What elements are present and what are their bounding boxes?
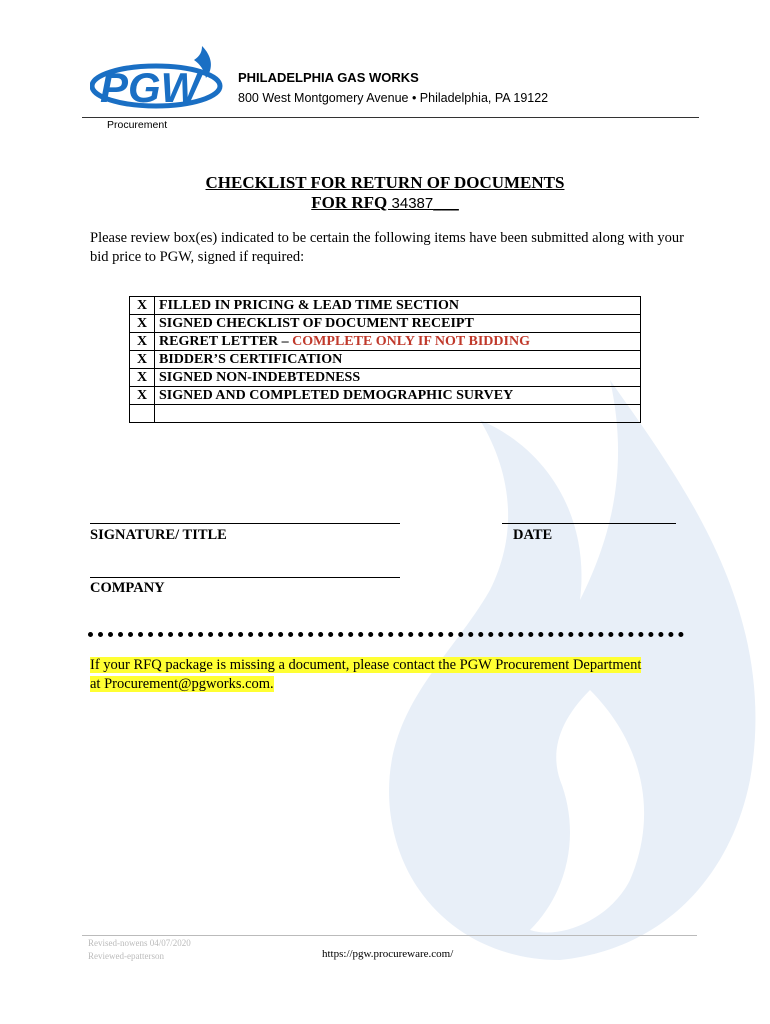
rfq-title [0, 193, 770, 213]
signature-label: SIGNATURE/ TITLE [90, 527, 227, 543]
company-label: COMPANY [90, 580, 165, 596]
regret-note: COMPLETE ONLY IF NOT BIDDING [292, 334, 530, 349]
signature-line[interactable] [90, 523, 400, 524]
company-address: 800 West Montgomery Avenue • Philadelphia, PA 19122 [238, 91, 549, 105]
checklist-row [130, 333, 641, 351]
check-mark[interactable]: X [130, 333, 155, 351]
pgw-logo [90, 44, 230, 112]
dotted-divider [88, 632, 684, 637]
checklist-item: SIGNED NON-INDEBTEDNESS [155, 369, 641, 387]
checklist-item: REGRET LETTER – COMPLETE ONLY IF NOT BIDDING [155, 333, 641, 351]
check-mark[interactable]: X [130, 297, 155, 315]
check-mark[interactable]: X [130, 387, 155, 405]
checklist-item: FILLED IN PRICING & LEAD TIME SECTION [155, 297, 641, 315]
missing-document-notice [90, 656, 700, 694]
check-mark[interactable]: X [130, 351, 155, 369]
page-title: CHECKLIST FOR RETURN OF DOCUMENTS [205, 173, 565, 192]
checklist-row [130, 387, 641, 405]
check-mark[interactable] [130, 405, 155, 423]
checklist-row [130, 315, 641, 333]
checklist-row [130, 351, 641, 369]
company-name: PHILADELPHIA GAS WORKS [238, 70, 419, 85]
checklist-item: SIGNED CHECKLIST OF DOCUMENT RECEIPT [155, 315, 641, 333]
footer-rule [82, 935, 697, 936]
revised-note: Revised-nowens 04/07/2020 [88, 938, 191, 948]
notice-line-1: If your RFQ package is missing a document, please contact the PGW Procurement Department [90, 657, 642, 673]
footer-url[interactable]: https://pgw.procureware.com/ [322, 948, 454, 960]
svg-text:PGW: PGW [100, 64, 201, 111]
check-mark[interactable]: X [130, 369, 155, 387]
date-line[interactable] [502, 523, 676, 524]
header-rule [82, 117, 699, 118]
rfq-number: 34387 [391, 195, 434, 212]
checklist-item: SIGNED AND COMPLETED DEMOGRAPHIC SURVEY [155, 387, 641, 405]
checklist-row-empty [130, 405, 641, 423]
intro-text: Please review box(es) indicated to be certain the following items have been submitted along with your bid price to PGW, signed if required: [90, 230, 684, 265]
rfq-blank: ___ [433, 193, 459, 212]
document-checklist [129, 296, 641, 423]
checklist-item [155, 405, 641, 423]
company-line[interactable] [90, 577, 400, 578]
rfq-prefix: FOR RFQ [311, 193, 392, 212]
checklist-row [130, 297, 641, 315]
checklist-row [130, 369, 641, 387]
reviewed-note: Reviewed-epatterson [88, 951, 164, 961]
checklist-item: BIDDER’S CERTIFICATION [155, 351, 641, 369]
notice-line-2[interactable]: at Procurement@pgworks.com. [90, 676, 274, 692]
department-label: Procurement [107, 119, 168, 131]
date-label: DATE [513, 527, 553, 543]
check-mark[interactable]: X [130, 315, 155, 333]
